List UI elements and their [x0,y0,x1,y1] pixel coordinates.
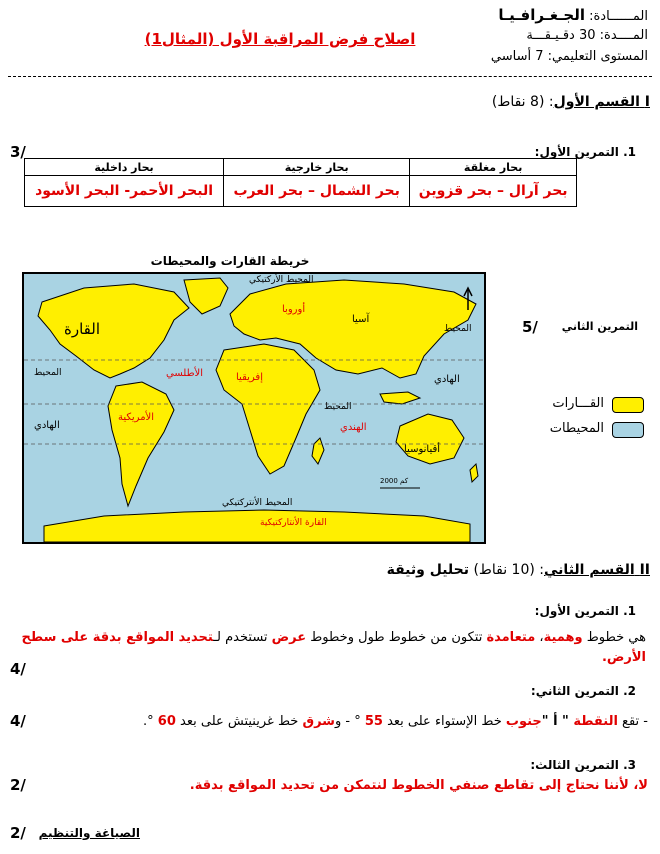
seas-table [24,158,577,207]
part2-exercise3-title: 3. التمرين الثالث: [530,758,636,772]
australia-shape [396,414,464,464]
formatting-score: 2/ [10,824,26,842]
new-zealand-shape [470,464,478,482]
part1-exercise1-score: 3/ [10,143,26,161]
part2-exercise2-answer: - تقع النقطة " أ "جنوب خط الإستواء على بعد 55 ° - وشرق خط غرينيتش على بعد 60 °. [143,714,648,729]
legend-continents-label: القـــارات [552,396,604,411]
indonesia-shape [380,392,420,404]
formatting-label: الصياغة والتنظيم [38,826,140,840]
value-external-seas: بحر الشمال – بحر العرب [224,176,410,207]
part2-exercise3-answer: لا، لأننا نحتاج إلى تقاطع صنفي الخطوط لنتمكن من تحديد المواقع بدقة. [189,778,648,793]
part2-exercise3-score: 2/ [10,776,26,794]
label-ocean-mid: المحيط [324,402,352,412]
label-antarctic-ocean: المحيط الأنتركتيكي [222,498,293,508]
header-external-seas: بحار خارجية [224,159,410,176]
label-scale: 2000 كم [380,477,409,485]
label-atlantic: الأطلسي [166,368,204,379]
part2-exercise1-answer: هي خطوط وهمية، متعامدة تتكون من خطوط طول وخطوط عرض تستخدم لـتحديد المواقع بدقة على سطح الأرض. [21,630,646,665]
label-indian: الهندي [340,422,367,433]
label-oceania: أقيانوسيا [404,444,441,455]
world-map [22,272,486,544]
north-america-shape [38,284,189,378]
legend-continents-swatch [612,397,644,413]
label-continent: القارة [64,320,100,338]
subject-line [448,6,648,24]
header-closed-seas: بحار مغلقة [410,159,577,176]
greenland-shape [184,278,228,314]
part2-heading: II القسم الثاني: (10 نقاط) تحليل وثيقة [386,562,650,578]
label-ocean-right: المحيط [444,324,472,334]
antarctica-shape [44,510,470,542]
label-pacific-left: الهادي [34,420,60,431]
seas-table-header-row [25,159,577,176]
part1-exercise1-title: 1. التمرين الأول: [534,145,636,159]
label-pacific-right: الهادي [434,374,460,385]
label-ocean-left: المحيط [34,368,62,378]
page-title: اصلاح فرض المراقبة الأول (المثال1) [144,30,416,48]
label-africa: إفريقيا [236,372,263,383]
legend-oceans-swatch [612,422,644,438]
part1-exercise2-title: التمرين الثاني [561,320,638,333]
subject-label: المــــــادة: [589,9,648,24]
level: المستوى التعليمي: 7 أساسي [490,49,648,64]
part2-exercise2-title: 2. التمرين الثاني: [530,684,636,698]
map-title: خريطة القارات والمحيطات [150,254,310,268]
label-antarctica: القارة الأنتاركتيكية [260,518,327,528]
seas-table-value-row [25,176,577,207]
value-internal-seas: البحر الأحمر- البحر الأسود [25,176,224,207]
divider [8,76,652,77]
label-asia: آسيا [352,314,370,325]
label-europe: أوروبا [282,304,306,315]
label-americas: الأمريكية [118,412,155,423]
africa-shape [216,344,320,474]
subject-value: الجـغـرافـيـا [498,6,585,24]
part1-heading: I القسم الأول: (8 نقاط) [491,94,650,110]
value-closed-seas: بحر آرال – بحر قزوين [410,176,577,207]
part2-exercise1-title: 1. التمرين الأول: [534,604,636,618]
label-arctic-ocean: المحيط الأركتيكي [249,275,314,285]
madagascar-shape [312,438,324,464]
part2-exercise2-score: 4/ [10,712,26,730]
part2-exercise1-score: 4/ [10,660,26,678]
header-internal-seas: بحار داخلية [25,159,224,176]
part1-exercise2-score: 5/ [522,318,538,336]
duration: المــــدة: 30 دقـيـقـــة [526,28,648,43]
legend-oceans-label: المحيطات [549,421,604,436]
